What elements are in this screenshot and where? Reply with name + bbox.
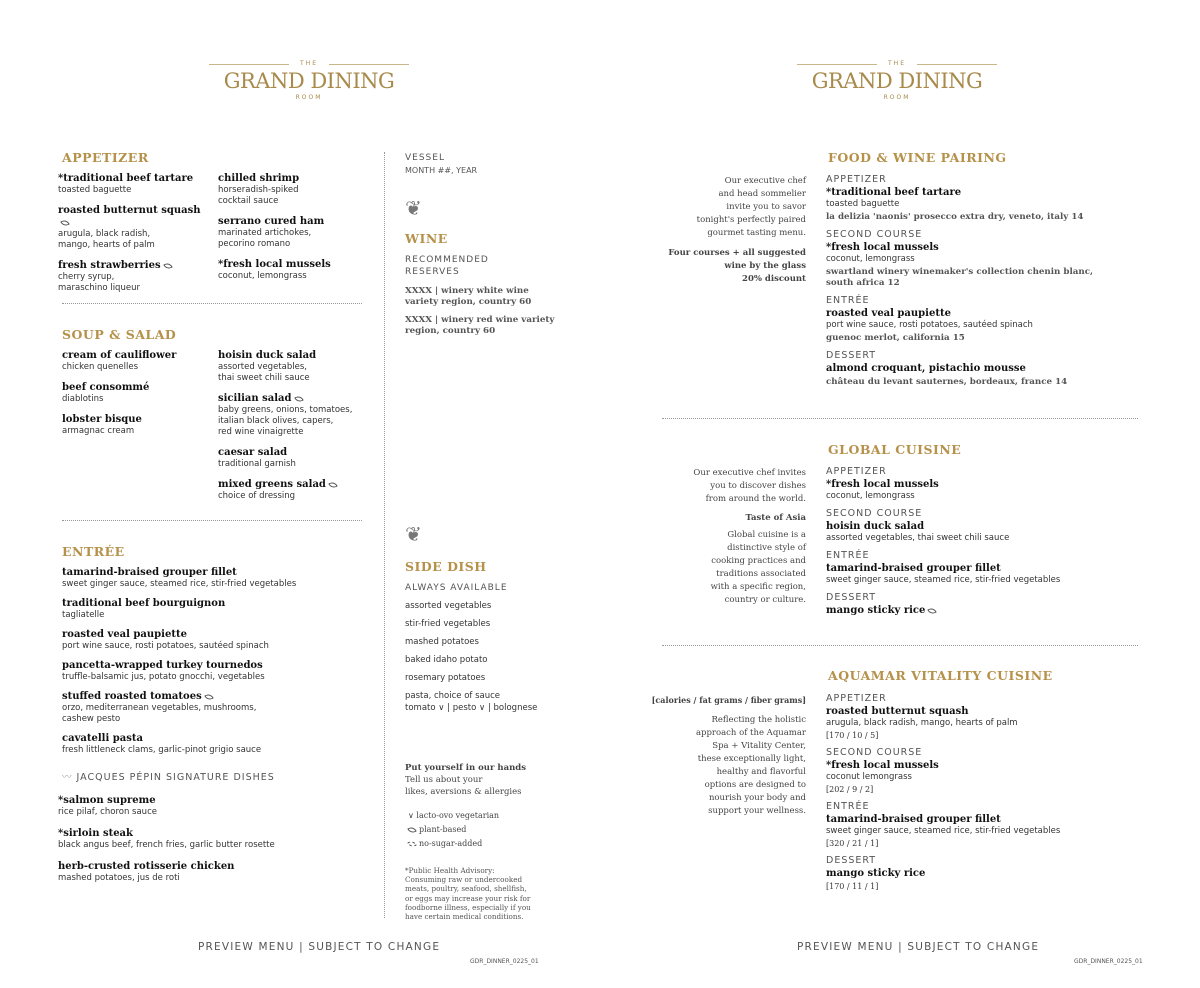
item-name-text: stuffed roasted tomatoes — [62, 691, 202, 702]
menu-item — [218, 259, 368, 282]
course-name — [826, 187, 1126, 199]
item-name-text: beef consommé — [62, 382, 150, 393]
text-line: Reflecting the holistic — [711, 715, 806, 725]
course-desc: coconut lemongrass — [826, 772, 912, 782]
menu-item — [218, 173, 368, 207]
course-wine: la delizia 'naonis' prosecco extra dry, veneto, italy 14 — [826, 212, 1084, 222]
item-name — [58, 828, 358, 840]
hands-line-1: Tell us about your — [405, 775, 483, 785]
side-sub: ALWAYS AVAILABLE — [405, 583, 508, 593]
advisory-line: *Public Health Advisory: — [405, 866, 495, 875]
text-line: from around the world. — [705, 494, 806, 504]
item-desc: marinated artichokes, — [218, 228, 312, 238]
menu-item — [62, 660, 362, 683]
item-name — [218, 173, 368, 185]
vitality-courses — [826, 693, 1126, 898]
text-line: support your wellness. — [708, 806, 806, 816]
divider — [662, 418, 1138, 419]
leaf-icon — [60, 218, 70, 226]
item-name — [218, 259, 368, 271]
course — [826, 550, 1126, 586]
column-divider — [384, 152, 385, 918]
item-name — [62, 598, 362, 610]
text-line: Spa + Vitality Center, — [712, 741, 806, 751]
course-name-text: tamarind-braised grouper fillet — [826, 563, 1001, 574]
soup-col-2 — [218, 350, 378, 511]
footer-left: PREVIEW MENU | SUBJECT TO CHANGE — [198, 941, 441, 953]
wine-item — [405, 286, 575, 308]
menu-item — [58, 828, 358, 851]
ornament-icon: ❦ — [405, 196, 422, 220]
item-name — [62, 382, 212, 394]
global-intro — [640, 467, 806, 506]
course-name-text: *fresh local mussels — [826, 242, 939, 253]
course-name-text: mango sticky rice — [826, 868, 926, 879]
item-desc: tagliatelle — [62, 610, 105, 620]
item-name-text: mixed greens salad — [218, 479, 326, 490]
section-title-soup-salad: SOUP & SALAD — [62, 327, 177, 342]
item-name-text: *sirloin steak — [58, 828, 133, 839]
item-name-text: *traditional beef tartare — [58, 173, 194, 184]
course — [826, 295, 1126, 344]
course-name — [826, 308, 1126, 320]
item-name — [218, 350, 378, 362]
course-name — [826, 563, 1126, 575]
text-line: 20% discount — [742, 274, 806, 284]
course-name-text: almond croquant, pistachio mousse — [826, 363, 1026, 374]
menu-item — [218, 393, 378, 438]
course-name-text: *traditional beef tartare — [826, 187, 962, 198]
section-title-vitality: AQUAMAR VITALITY CUISINE — [828, 668, 1053, 683]
course-category: DESSERT — [826, 592, 877, 603]
course — [826, 801, 1126, 849]
course-wine: guenoc merlot, california 15 — [826, 333, 965, 343]
item-name — [58, 173, 208, 185]
divider — [62, 520, 362, 521]
course-desc: coconut, lemongrass — [826, 254, 915, 264]
course-name — [826, 605, 1126, 617]
course-category: ENTRÉE — [826, 801, 870, 812]
wine-line: variety region, country 60 — [405, 297, 532, 307]
section-title-appetizer: APPETIZER — [62, 150, 149, 165]
text-line: nourish your body and — [708, 793, 806, 803]
item-desc: port wine sauce, rosti potatoes, sautéed spinach — [62, 641, 269, 651]
course-category: SECOND COURSE — [826, 508, 923, 519]
item-desc: toasted baguette — [58, 185, 132, 195]
course — [826, 693, 1126, 741]
appetizer-col-1 — [58, 173, 208, 303]
course-name-text: tamarind-braised grouper fillet — [826, 814, 1001, 825]
item-desc: baby greens, onions, tomatoes, — [218, 405, 353, 415]
pairing-promo — [640, 247, 806, 286]
course-name-text: *fresh local mussels — [826, 760, 939, 771]
section-title-global: GLOBAL CUISINE — [828, 442, 962, 457]
wine-line: region, country 60 — [405, 326, 496, 336]
health-advisory — [405, 866, 565, 921]
menu-item — [218, 447, 378, 470]
course-name — [826, 706, 1126, 718]
course-wine: swartland winery winemaker's collection chenin blanc, — [826, 267, 1094, 277]
side-item: baked idaho potato — [405, 655, 488, 665]
section-title-pairing: FOOD & WINE PAIRING — [828, 150, 1007, 165]
item-name-text: sicilian salad — [218, 393, 292, 404]
menu-item — [62, 414, 212, 437]
text-line: country or culture. — [724, 595, 806, 605]
menu-item — [62, 350, 212, 373]
item-name-text: pancetta-wrapped turkey tournedos — [62, 660, 263, 671]
item-desc: traditional garnish — [218, 459, 296, 469]
section-title-entree: ENTRÉE — [62, 544, 125, 559]
vegetarian-icon: ∨ — [408, 811, 414, 820]
pasta-sauce: tomato ∨ | pesto ∨ | bolognese — [405, 703, 538, 713]
course-name — [826, 242, 1126, 254]
course — [826, 747, 1126, 795]
section-title-wine: WINE — [405, 231, 448, 246]
menu-item — [218, 479, 378, 502]
side-list — [405, 601, 580, 714]
course-name — [826, 868, 1126, 880]
item-name — [62, 733, 362, 745]
legend-plant: plant-based — [408, 823, 466, 836]
item-desc: diablotins — [62, 394, 104, 404]
item-desc: horseradish-spiked — [218, 185, 299, 195]
course-nutrition: [170 / 10 / 5] — [826, 731, 879, 740]
course-name-text: roasted veal paupiette — [826, 308, 951, 319]
course-category: DESSERT — [826, 855, 877, 866]
advisory-line: Consuming raw or undercooked — [405, 875, 523, 885]
item-desc: red wine vinaigrette — [218, 427, 304, 437]
item-name — [62, 350, 212, 362]
wine-line: XXXX | winery white wine — [405, 286, 529, 296]
item-name — [62, 567, 362, 579]
item-name — [58, 260, 208, 272]
course — [826, 174, 1126, 223]
course — [826, 592, 1126, 617]
menu-item — [58, 205, 208, 251]
course — [826, 229, 1126, 289]
course-category: APPETIZER — [826, 466, 887, 477]
course-category: ENTRÉE — [826, 550, 870, 561]
course-name-text: mango sticky rice — [826, 605, 926, 616]
menu-item — [58, 795, 358, 818]
menu-item — [62, 733, 362, 756]
wine-line: XXXX | winery red wine variety — [405, 315, 555, 325]
side-item: assorted vegetables — [405, 601, 492, 611]
text-line: healthy and flavorful — [716, 767, 806, 777]
item-desc: mashed potatoes, jus de roti — [58, 873, 180, 883]
advisory-line: foodborne illness, especially if you — [405, 902, 531, 912]
item-desc: orzo, mediterranean vegetables, mushrooms, — [62, 703, 257, 713]
appetizer-col-2 — [218, 173, 368, 291]
soup-col-1 — [62, 350, 212, 446]
menu-item — [58, 861, 358, 884]
course-desc: toasted baguette — [826, 199, 900, 209]
course-category: SECOND COURSE — [826, 747, 923, 758]
item-name-text: caesar salad — [218, 447, 288, 458]
item-desc: assorted vegetables, — [218, 362, 307, 372]
signature-header: 〰 JACQUES PÉPIN SIGNATURE DISHES — [62, 772, 275, 783]
leaf-icon — [328, 480, 338, 488]
divider — [662, 645, 1138, 646]
item-desc: armagnac cream — [62, 426, 135, 436]
item-desc: pecorino romano — [218, 239, 291, 249]
advisory-line: or eggs may increase your risk for — [405, 893, 531, 903]
text-line: options are designed to — [704, 780, 806, 790]
menu-item — [62, 382, 212, 405]
date-label: MONTH ##, YEAR — [405, 166, 478, 175]
text-line: and head sommelier — [718, 189, 806, 199]
course-name — [826, 760, 1126, 772]
logo-left: THE GRAND DINING ROOM — [209, 60, 409, 102]
item-desc: sweet ginger sauce, steamed rice, stir-fried vegetables — [62, 579, 297, 589]
course — [826, 350, 1126, 388]
leaf-icon — [407, 826, 417, 834]
course-name — [826, 363, 1126, 375]
item-desc: thai sweet chili sauce — [218, 373, 310, 383]
menu-item — [58, 173, 208, 196]
item-name-text: tamarind-braised grouper fillet — [62, 567, 237, 578]
leaf-icon — [204, 692, 214, 700]
menu-item — [62, 691, 362, 725]
item-name — [58, 861, 358, 873]
item-name-text: roasted butternut squash — [58, 205, 201, 216]
entree-list — [62, 567, 362, 764]
wine-sub-1: RECOMMENDED — [405, 255, 489, 265]
item-desc: cashew pesto — [62, 714, 121, 724]
text-line: Four courses + all suggested — [668, 248, 806, 258]
course-name — [826, 814, 1126, 826]
divider — [62, 303, 362, 304]
signature-list — [58, 795, 358, 894]
menu-item — [62, 598, 362, 621]
item-desc: cocktail sauce — [218, 196, 279, 206]
text-line: cooking practices and — [711, 556, 806, 566]
course-category: APPETIZER — [826, 174, 887, 185]
course — [826, 508, 1126, 544]
side-item: stir-fried vegetables — [405, 619, 491, 629]
item-desc: chicken quenelles — [62, 362, 139, 372]
global-courses — [826, 466, 1126, 623]
item-name-text: roasted veal paupiette — [62, 629, 187, 640]
item-name-text: *salmon supreme — [58, 795, 156, 806]
item-desc: choice of dressing — [218, 491, 296, 501]
course-desc: sweet ginger sauce, steamed rice, stir-fried vegetables — [826, 826, 1061, 836]
item-desc: rice pilaf, choron sauce — [58, 807, 157, 817]
text-line: invite you to savor — [726, 202, 806, 212]
course-name — [826, 521, 1126, 533]
side-item: rosemary potatoes — [405, 673, 486, 683]
text-line: Our executive chef invites — [693, 468, 806, 478]
item-name — [58, 795, 358, 807]
course — [826, 466, 1126, 502]
wine-sub-2: RESERVES — [405, 267, 460, 277]
course — [826, 855, 1126, 892]
course-nutrition: [320 / 21 / 1] — [826, 839, 879, 848]
item-desc: cherry syrup, — [58, 272, 115, 282]
item-name — [58, 205, 208, 229]
item-name-text: serrano cured ham — [218, 216, 325, 227]
text-line: approach of the Aquamar — [695, 728, 806, 738]
leaf-icon — [163, 261, 173, 269]
leaf-icon — [294, 394, 304, 402]
course-desc: assorted vegetables, thai sweet chili sauce — [826, 533, 1010, 543]
menu-item — [218, 216, 368, 250]
item-desc: coconut, lemongrass — [218, 271, 307, 281]
text-line: Global cuisine is a — [727, 530, 806, 540]
item-name-text: herb-crusted rotisserie chicken — [58, 861, 235, 872]
course-nutrition: [202 / 9 / 2] — [826, 785, 874, 794]
code-right: GDR_DINNER_0225_01 — [1074, 958, 1143, 965]
course-name-text: *fresh local mussels — [826, 479, 939, 490]
vitality-body — [640, 714, 806, 818]
vitality-key: [calories / fat grams / fiber grams] — [651, 695, 806, 705]
side-item: mashed potatoes — [405, 637, 479, 647]
course-nutrition: [170 / 11 / 1] — [826, 882, 879, 891]
leaf-icon — [928, 606, 938, 614]
course-name — [826, 479, 1126, 491]
pairing-intro — [640, 175, 806, 240]
item-name-text: lobster bisque — [62, 414, 142, 425]
item-desc: fresh littleneck clams, garlic-pinot grigio sauce — [62, 745, 262, 755]
item-name — [218, 393, 378, 405]
item-desc: black angus beef, french fries, garlic butter rosette — [58, 840, 275, 850]
menu-item — [218, 350, 378, 384]
course-category: APPETIZER — [826, 693, 887, 704]
course-wine: château du levant sauternes, bordeaux, france 14 — [826, 377, 1068, 387]
course-category: ENTRÉE — [826, 295, 870, 306]
item-desc: maraschino liqueur — [58, 283, 140, 293]
wine-list — [405, 286, 575, 344]
ornament-icon: ❦ — [405, 522, 422, 546]
text-line: Our executive chef — [724, 176, 806, 186]
item-name-text: chilled shrimp — [218, 173, 300, 184]
text-line: distinctive style of — [727, 543, 806, 553]
course-desc: sweet ginger sauce, steamed rice, stir-fried vegetables — [826, 575, 1061, 585]
hands-title: Put yourself in our hands — [405, 763, 527, 773]
code-left: GDR_DINNER_0225_01 — [470, 958, 539, 965]
item-name — [62, 629, 362, 641]
footer-right: PREVIEW MENU | SUBJECT TO CHANGE — [797, 941, 1040, 953]
menu-item — [62, 629, 362, 652]
text-line: these exceptionally light, — [697, 754, 806, 764]
item-name — [62, 414, 212, 426]
text-line: traditions associated — [716, 569, 806, 579]
global-sub: Taste of Asia — [745, 513, 806, 523]
course-category: SECOND COURSE — [826, 229, 923, 240]
advisory-line: have certain medical conditions. — [405, 912, 524, 922]
legend-vegetarian: ∨ lacto-ovo vegetarian — [408, 811, 500, 820]
course-desc: coconut, lemongrass — [826, 491, 915, 501]
menu-item — [62, 567, 362, 590]
item-name — [218, 216, 368, 228]
pairing-courses — [826, 174, 1126, 394]
item-name-text: cream of cauliflower — [62, 350, 177, 361]
item-name — [218, 447, 378, 459]
no-sugar-icon — [407, 840, 417, 848]
item-desc: mango, hearts of palm — [58, 240, 155, 250]
item-name-text: *fresh local mussels — [218, 259, 331, 270]
global-body — [640, 529, 806, 607]
item-name — [62, 691, 362, 703]
text-line: gourmet tasting menu. — [707, 228, 806, 238]
item-desc: arugula, black radish, — [58, 229, 151, 239]
text-line: tonight's perfectly paired — [696, 215, 806, 225]
item-desc: truffle-balsamic jus, potato gnocchi, vegetables — [62, 672, 265, 682]
menu-item — [58, 260, 208, 294]
legend-no-sugar: no-sugar-added — [408, 837, 482, 850]
wine-item — [405, 315, 575, 337]
course-wine: south africa 12 — [826, 278, 900, 288]
course-name-text: roasted butternut squash — [826, 706, 969, 717]
course-desc: port wine sauce, rosti potatoes, sautéed spinach — [826, 320, 1033, 330]
item-name — [62, 660, 362, 672]
item-name — [218, 479, 378, 491]
text-line: you to discover dishes — [710, 481, 806, 491]
item-desc: italian black olives, capers, — [218, 416, 334, 426]
course-desc: arugula, black radish, mango, hearts of palm — [826, 718, 1018, 728]
chef-icon: 〰 — [62, 772, 73, 783]
item-name-text: traditional beef bourguignon — [62, 598, 226, 609]
section-title-side-dish: SIDE DISH — [405, 559, 487, 574]
advisory-line: meats, poultry, seafood, shellfish, — [405, 884, 527, 894]
item-name-text: hoisin duck salad — [218, 350, 317, 361]
text-line: with a specific region, — [710, 582, 806, 592]
course-name-text: hoisin duck salad — [826, 521, 925, 532]
course-category: DESSERT — [826, 350, 877, 361]
item-name-text: cavatelli pasta — [62, 733, 143, 744]
logo-right: THE GRAND DINING ROOM — [797, 60, 997, 102]
side-item: pasta, choice of sauce — [405, 691, 501, 701]
hands-line-2: likes, aversions & allergies — [405, 787, 522, 797]
item-name-text: fresh strawberries — [58, 260, 161, 271]
text-line: wine by the glass — [724, 261, 806, 271]
vessel-label: VESSEL — [405, 153, 445, 163]
